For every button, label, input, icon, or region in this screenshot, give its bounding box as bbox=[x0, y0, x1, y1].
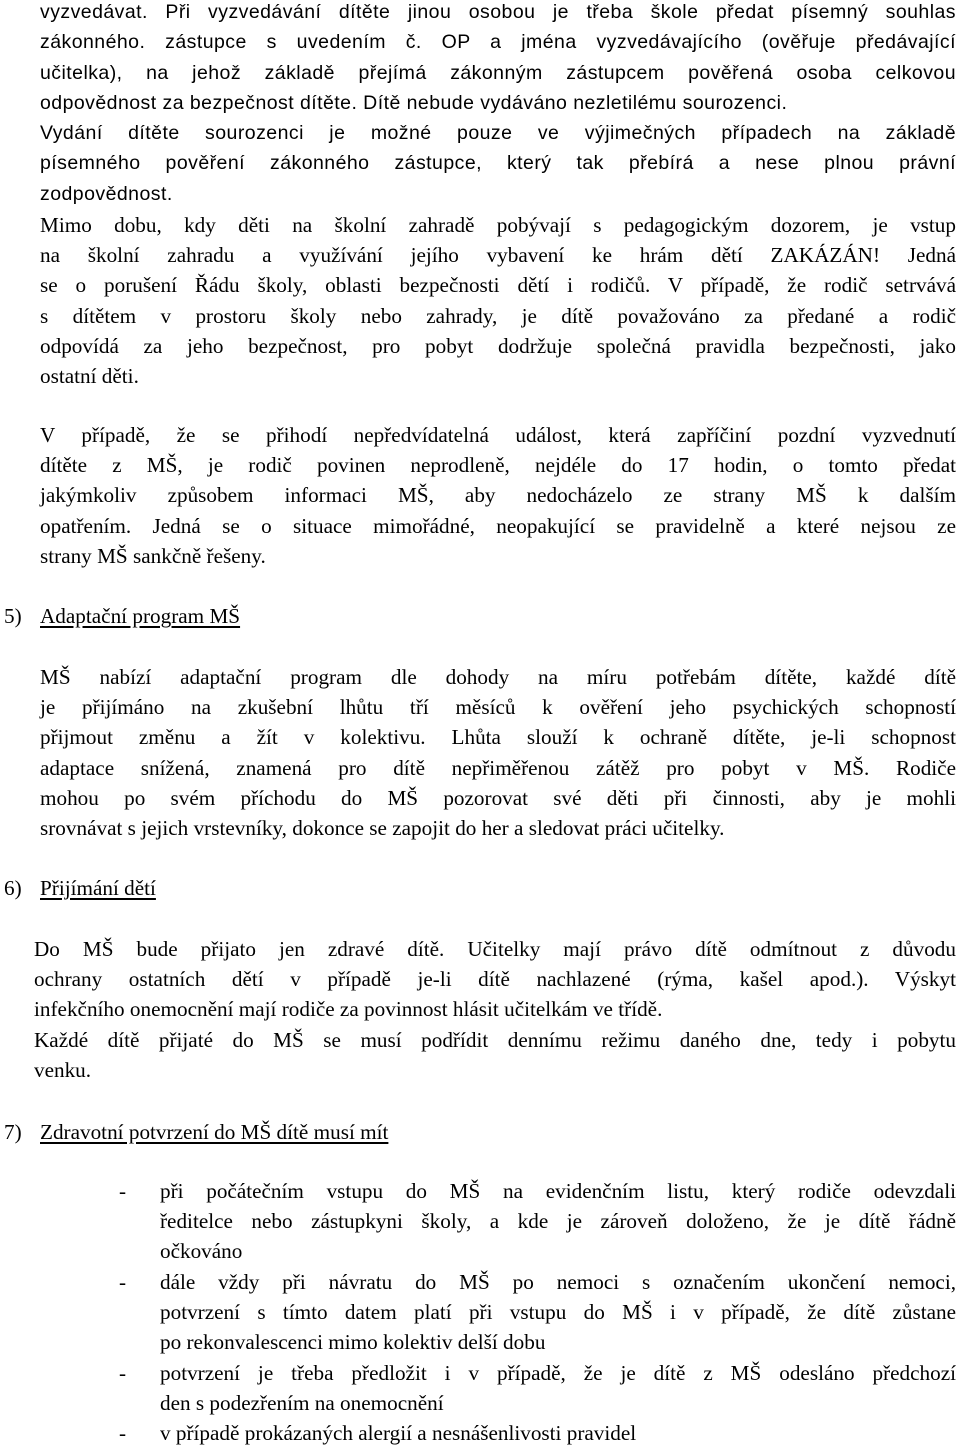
text-line: Vydání dítěte sourozenci je možné pouze ve výjimečných případech na základě bbox=[40, 122, 956, 145]
section-7-heading bbox=[4, 1117, 388, 1147]
text-line: opatřením. Jedná se o situace mimořádné, neopakující se pravidelně a které nejsou ze bbox=[40, 513, 956, 538]
text-line: ochrany ostatních dětí v případě je-li dítě nachlazené (rýma, kašel apod.). Výskyt bbox=[34, 967, 956, 992]
section-number: 5) bbox=[4, 604, 22, 628]
text-line: s dítětem v prostoru školy nebo zahrady, je dítě považováno za předané a rodič bbox=[40, 303, 956, 328]
bullet-dash: - bbox=[119, 1179, 127, 1203]
text-line: ostatní děti. bbox=[40, 364, 139, 389]
adaptation-program-paragraph bbox=[40, 662, 956, 843]
text-line: se o porušení Řádu školy, oblasti bezpečnosti dětí i rodičů. V případě, že rodič setrvává bbox=[40, 273, 956, 298]
text-line: očkováno bbox=[160, 1239, 243, 1264]
text-line: Každé dítě přijaté do MŠ se musí podřídit dennímu režimu daného dne, tedy i pobytu bbox=[34, 1027, 956, 1052]
text-line: dítěte z MŠ, je rodič povinen neprodleně, nejdéle do 17 hodin, o tomto předat bbox=[40, 453, 956, 478]
text-line: v případě prokázaných alergií a nesnášenlivosti pravidel bbox=[160, 1421, 637, 1445]
text-line: potvrzení s tímto datem platí při vstupu do MŠ i v případě, že dítě zůstane bbox=[160, 1300, 956, 1325]
text-line: po rekonvalescenci mimo kolektiv delší dobu bbox=[160, 1330, 546, 1355]
text-line: odpovědnost za bezpečnost dítěte. Dítě nebude vydáváno nezletilému sourozenci. bbox=[40, 91, 788, 114]
list-item-text bbox=[160, 1176, 956, 1267]
section-title: Adaptační program MŠ bbox=[40, 604, 241, 628]
text-line: MŠ nabízí adaptační program dle dohody na míru potřebám dítěte, každé dítě bbox=[40, 665, 956, 689]
admission-paragraph bbox=[34, 934, 956, 1085]
text-line: při počátečním vstupu do MŠ na evidenčním listu, který rodiče odevzdali bbox=[160, 1179, 956, 1203]
section-6-heading bbox=[4, 873, 156, 903]
text-line: srovnávat s jejich vrstevníky, dokonce se zapojit do her a sledovat práci učitelky. bbox=[40, 816, 725, 841]
text-line: Mimo dobu, kdy děti na školní zahradě pobývají s pedagogickým dozorem, je vstup bbox=[40, 213, 956, 237]
list-item-text bbox=[160, 1267, 956, 1358]
bullet-dash: - bbox=[119, 1421, 127, 1445]
school-garden-paragraph bbox=[40, 210, 956, 391]
text-line: na školní zahradu a využívání jejího vybavení ke hrám dětí ZAKÁZÁN! Jedná bbox=[40, 243, 956, 268]
text-line: venku. bbox=[34, 1057, 92, 1082]
text-line: dále vždy při návratu do MŠ po nemoci s označením ukončení nemoci, bbox=[160, 1270, 956, 1294]
text-line: ředitelce nebo zástupkyni školy, a kde je zároveň doloženo, že je dítě řádně bbox=[160, 1209, 956, 1234]
text-line: písemného pověření zákonného zástupce, který tak přebírá a nese plnou právní bbox=[40, 152, 956, 175]
text-line: potvrzení je třeba předložit i v případě, že je dítě z MŠ odesláno předchozí bbox=[160, 1361, 956, 1385]
text-line: učitelka), na jehož základě přejímá zákonným zástupcem pověřená osoba celkovou bbox=[40, 61, 956, 84]
text-line: Do MŠ bude přijato jen zdravé dítě. Učitelky mají právo dítě odmítnout z důvodu bbox=[34, 937, 956, 961]
list-item-text bbox=[160, 1418, 956, 1448]
text-line: zákonného. zástupce s uvedením č. OP a jména vyzvedávajícího (ověřuje předávající bbox=[40, 31, 956, 54]
section-number: 6) bbox=[4, 876, 22, 900]
section-title: Zdravotní potvrzení do MŠ dítě musí mít bbox=[40, 1120, 389, 1144]
text-line: strany MŠ sankčně řešeny. bbox=[40, 543, 266, 568]
bullet-dash: - bbox=[119, 1361, 127, 1385]
text-line: odpovídá za jeho bezpečnost, pro pobyt dodržuje společná pravidla bezpečnosti, jako bbox=[40, 333, 956, 358]
text-line: jakýmkoliv způsobem informaci MŠ, aby nedocházelo ze strany MŠ k dalším bbox=[40, 483, 956, 508]
text-line: den s podezřením na onemocnění bbox=[160, 1391, 444, 1416]
text-line: V případě, že se přihodí nepředvídatelná událost, která zapříčiní pozdní vyzvednutí bbox=[40, 423, 956, 447]
pickup-rules-paragraph bbox=[40, 0, 956, 209]
text-line: vyzvedávat. Při vyzvedávání dítěte jinou osobou je třeba škole předat písemný souhlas bbox=[40, 1, 956, 23]
text-line: infekčního onemocnění mají rodiče za povinnost hlásit učitelkám ve třídě. bbox=[34, 997, 663, 1022]
late-pickup-paragraph bbox=[40, 420, 956, 571]
text-line: přijmout změnu a žít v kolektivu. Lhůta slouží k ochraně dítěte, je-li schopnost bbox=[40, 725, 956, 750]
text-line: zodpovědnost. bbox=[40, 182, 173, 205]
text-line: adaptace snížená, znamená pro dítě nepřiměřenou zátěž pro pobyt v MŠ. Rodiče bbox=[40, 755, 956, 780]
text-line: mohou po svém příchodu do MŠ pozorovat své děti při činnosti, aby je mohli bbox=[40, 785, 956, 810]
section-number: 7) bbox=[4, 1120, 22, 1144]
section-5-heading bbox=[4, 601, 240, 631]
list-item-text bbox=[160, 1358, 956, 1418]
text-line: je přijímáno na zkušební lhůtu tří měsíců k ověření jeho psychických schopností bbox=[40, 695, 956, 720]
bullet-dash: - bbox=[119, 1270, 127, 1294]
section-title: Přijímání dětí bbox=[40, 876, 156, 900]
